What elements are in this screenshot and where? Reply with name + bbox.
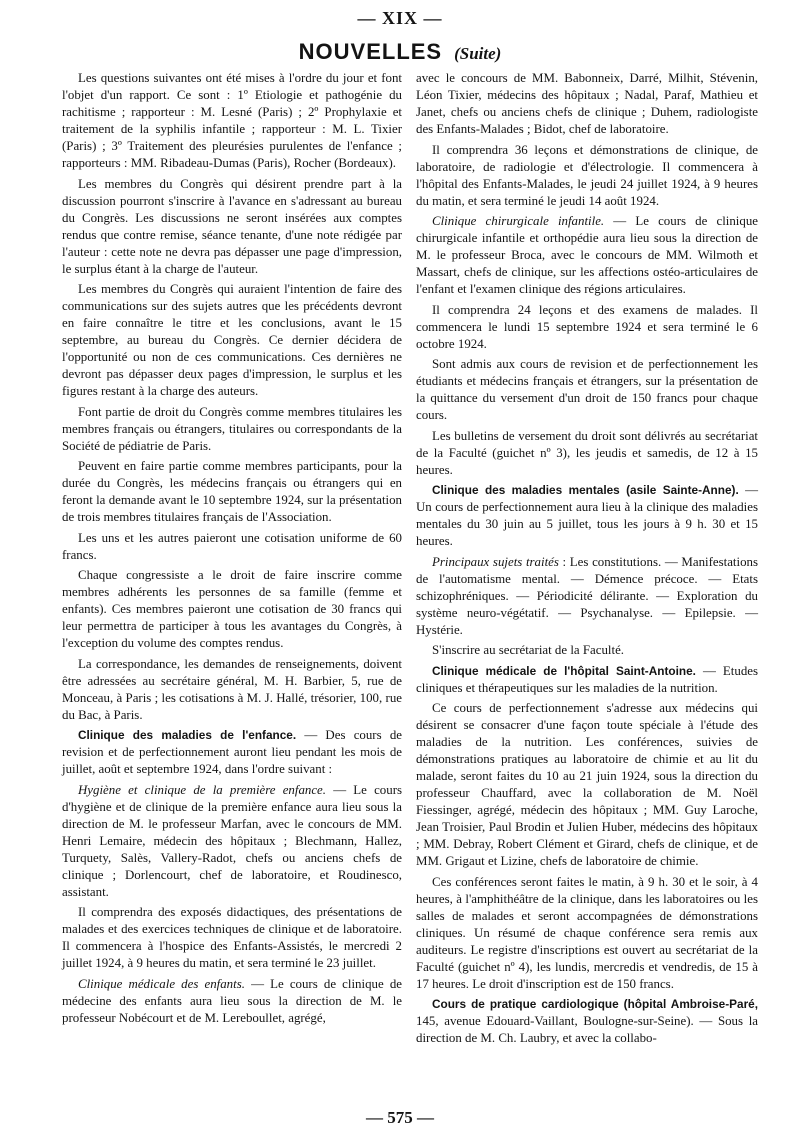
paragraph-text: — Le cours de clinique de médecine des enfants aura lieu sous la direction de M. le professeur Nobécourt et de M. Lereboullet, agrégé, xyxy=(62,976,402,1025)
paragraph: Il comprendra 24 leçons et des examens de malades. Il commencera le lundi 15 septembre 1924 et sera terminé le 6 octobre 1924. xyxy=(416,302,758,351)
right-column xyxy=(416,70,758,1051)
section-title-subtitle: (Suite) xyxy=(454,44,502,63)
paragraph: Les questions suivantes ont été mises à l'ordre du jour et font l'objet d'un rapport. Ce sont : 1º Etiologie et pathogénie du rachitisme ; rapporteur : M. Lesné (Paris) ; 2º Prophylaxie et traitement de la syphilis infantile ; rapporteur : M. L. Tixier (Paris) ; 3º Traitement des pleurésies purulentes de l'enfance ; rapporteurs : MM. Ribadeau-Dumas (Paris), Rocher (Bordeaux). xyxy=(62,71,402,170)
section-title-main: NOUVELLES xyxy=(298,39,443,64)
page-footer-number: — 575 — xyxy=(366,1108,434,1127)
paragraph-text: 145, avenue Edouard-Vaillant, Boulogne-sur-Seine). — Sous la direction de M. Ch. Laubry, et avec la collabo- xyxy=(416,1014,758,1045)
page-header-number: — XIX — xyxy=(357,8,443,28)
paragraph: Les membres du Congrès qui désirent prendre part à la discussion pourront s'inscrire à l'avance en s'adressant au bureau du Congrès. Les discussions ne seront insérées aux comptes rendus que contre remise, séance tenante, d'une note rédigée par l'auteur : cette note ne devra pas dépasser une page d'impression, le surplus étant à la charge de l'auteur. xyxy=(62,176,402,276)
paragraph: Les bulletins de versement du droit sont délivrés au secrétariat de la Faculté (guichet nº 3), les jeudis et samedis, de 12 à 15 heures. xyxy=(416,428,758,477)
paragraph xyxy=(416,554,758,639)
paragraph: Il comprendra des exposés didactiques, des présentations de malades et des exercices techniques de clinique et de laboratoire. Il commencera à l'hospice des Enfants-Assistés, le mercredi 2 juillet 1924, à 9 heures du matin, et sera terminé le 23 juillet. xyxy=(62,905,402,970)
paragraph: Sont admis aux cours de revision et de perfectionnement les étudiants et médecins français et étrangers, sur la présentation de la quittance du versement d'un droit de 150 francs pour chaque cours. xyxy=(416,357,758,422)
paragraph-text: — Le cours de clinique chirurgicale infantile et orthopédie aura lieu sous la direction de M. le professeur Broca, avec le concours de MM. Wilmoth et Massart, chefs de clinique, sur les affections ostéo-articulaires de l'enfant et l'examen clinique des régions articulaires. xyxy=(416,214,758,296)
paragraph: Chaque congressiste a le droit de faire inscrire comme membres adhérents les personnes de sa famille (femme et enfants). Ces membres paieront une cotisation de 30 francs qui leur permettra de participer à tous les avantages du Congrès, à l'exception du volume des comptes rendus. xyxy=(62,568,402,650)
paragraph-text: — Un cours de perfectionnement aura lieu à la clinique des maladies mentales du 30 juin au 5 juillet, tous les jours à 9 h. 30 et 15 heures. xyxy=(416,483,758,548)
paragraph-text: : Les constitutions. — Manifestations de l'automatisme mental. — Démence précoce. — Etats schizophréniques. — Périodicité délirante. — Exploration du système neuro-végétatif. — Psychanalyse. — Epilepsie. — Hystérie. xyxy=(416,554,758,637)
subsection-heading: Hygiène et clinique de la première enfance. xyxy=(78,782,327,797)
paragraph xyxy=(62,976,402,1027)
paragraph: avec le concours de MM. Babonneix, Darré, Milhit, Stévenin, Léon Tixier, médecins des hôpitaux ; Nadal, Paraf, Mathieu et Janet, chefs ou anciens chefs de clinique ; Duhem, radiologiste des Enfants-Malades ; Bidot, chef de laboratoire. xyxy=(416,71,758,136)
subsection-heading: Principaux sujets traités xyxy=(432,554,559,569)
paragraph xyxy=(416,663,758,697)
subsection-heading: Clinique médicale des enfants. xyxy=(78,976,245,991)
paragraph: Ces conférences seront faites le matin, à 9 h. 30 et le soir, à 4 heures, à l'amphithéâtre de la clinique, dans les laboratoires ou les salles de malades et seront accompagnées de démonstrations cliniques. Un résumé de chaque conférence sera remis aux auditeurs. Le registre d'inscriptions est ouvert au secrétariat de la Faculté (guichet nº 4), les lundis, mercredis et vendredis, de 15 à 17 heures. Le droit d'inscription est de 150 francs. xyxy=(416,874,758,991)
paragraph: La correspondance, les demandes de renseignements, doivent être adressées au secrétaire général, M. H. Barbier, 5, rue de Monceau, à Paris ; les cotisations à M. J. Hallé, trésorier, 100, rue du Bac, à Paris. xyxy=(62,656,402,722)
paragraph xyxy=(416,996,758,1047)
subsection-heading: Clinique chirurgicale infantile. xyxy=(432,214,605,228)
paragraph xyxy=(62,727,402,778)
section-title xyxy=(0,39,800,65)
section-heading: Clinique des maladies de l'enfance. xyxy=(78,728,297,742)
paragraph-text: — Des cours de revision et de perfectionnement auront lieu pendant les mois de juillet, août et septembre 1924, dans l'ordre suivant : xyxy=(62,728,402,776)
section-heading: Cours de pratique cardiologique (hôpital Ambroise-Paré, xyxy=(432,997,758,1011)
paragraph: S'inscrire au secrétariat de la Faculté. xyxy=(432,643,625,657)
paragraph: Font partie de droit du Congrès comme membres titulaires les membres français ou étrangers, titulaires ou correspondants de la Société de pédiatrie de Paris. xyxy=(62,404,402,453)
paragraph-text: — Etudes cliniques et thérapeutiques sur les maladies de la nutrition. xyxy=(416,663,758,695)
paragraph: Il comprendra 36 leçons et démonstrations de clinique, de laboratoire, de radiologie et d'électrologie. Il commencera à l'hôpital des Enfants-Malades, le jeudi 24 juillet 1924, à 9 heures du matin, et sera terminé le jeudi 14 août 1924. xyxy=(416,142,758,208)
section-heading: Clinique des maladies mentales (asile Sainte-Anne). xyxy=(432,483,739,497)
paragraph-text: — Le cours d'hygiène et de clinique de la première enfance aura lieu sous la direction de M. le professeur Marfan, avec le concours de MM. Henri Lemaire, médecin des hôpitaux ; Blechmann, Hallez, Turquety, Salès, Vallery-Radot, chefs ou anciens chefs de clinique ; Dorlencourt, chef de laboratoire, et Roudinesco, assistant. xyxy=(62,782,403,899)
paragraph: Ce cours de perfectionnement s'adresse aux médecins qui désirent se consacrer d'une façon toute spéciale à l'étude des maladies de la nutrition. Les conférences, suivies de démonstrations pratiques au laboratoire de chimie et au lit du malade, seront faites du 10 au 21 juin 1924, sous la direction du professeur Chauffard, avec la collaboration de M. Noël Fiessinger, agrégé, médecin des hôpitaux ; MM. Guy Laroche, Jean Troisier, Paul Brodin et Julien Huber, médecins des hôpitaux ; MM. Debray, Robert Clément et Girard, chefs de clinique, et de MM. Grigaut et Lizine, chefs de laboratoire de chimie. xyxy=(416,701,758,868)
paragraph xyxy=(62,782,402,901)
paragraph xyxy=(416,482,758,550)
paragraph: Les uns et les autres paieront une cotisation uniforme de 60 francs. xyxy=(62,530,402,562)
left-column xyxy=(62,70,402,1030)
paragraph xyxy=(416,213,758,298)
paragraph: Les membres du Congrès qui auraient l'intention de faire des communications sur des sujets autres que les précédents devront en faire connaître le titre et les conclusions, avant le 15 septembre, au bureau du Congrès. Ce dernier décidera de l'opportunité ou non de ces communications. Ces dernières ne devront pas dépasser deux pages d'impression, le surplus et les figures restant à la charge des auteurs. xyxy=(62,282,402,398)
paragraph: Peuvent en faire partie comme membres participants, pour la durée du Congrès, les médecins français ou étrangers qui en feront la demande avant le 10 septembre 1924, sur la présentation de trois membres titulaires français de l'Association. xyxy=(62,459,402,524)
section-heading: Clinique médicale de l'hôpital Saint-Antoine. xyxy=(432,663,696,678)
